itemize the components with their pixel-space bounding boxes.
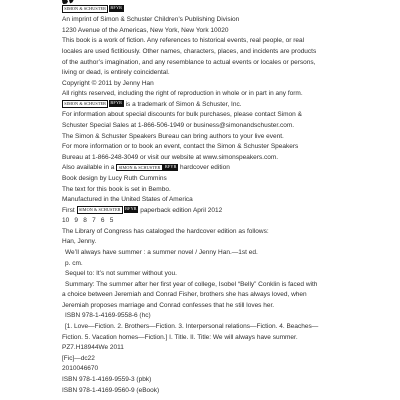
copyright-line: An imprint of Simon & Schuster Children’s Publishing Division (62, 16, 240, 24)
line-text-after-logo: paperback edition April 2012 (140, 206, 223, 214)
logo-publisher-text: SIMON & SCHUSTER (62, 5, 108, 12)
copyright-line: ISBN 978-1-4169-9559-3 (pbk) (62, 375, 152, 383)
copyright-line: Fiction. 5. Vacation homes—Fiction.] I. Title. II. Title: We will always have summer. (62, 333, 298, 341)
copyright-line: 1230 Avenue of the Americas, New York, New York 10020 (62, 26, 229, 34)
copyright-line: Bureau at 1-866-248-3049 or visit our website at www.simonspeakers.com. (62, 153, 279, 161)
line-text-before-logo: Also available in a (62, 164, 115, 172)
copyright-line: For information about special discounts for bulk purchases, please contact Simon & (62, 111, 302, 119)
copyright-line: p. cm. (65, 259, 83, 267)
copyright-line: Copyright © 2011 by Jenny Han (62, 79, 154, 87)
line-text-after-logo: hardcover edition (179, 164, 230, 172)
simon-schuster-bfyr-logo (116, 164, 178, 171)
copyright-line: All rights reserved, including the right of reproduction in whole or in part in any form. (62, 90, 303, 98)
copyright-line: ISBN 978-1-4169-9558-6 (hc) (65, 312, 151, 320)
copyright-line: a choice between Jeremiah and Conrad Fisher, brothers she has always loved, when (62, 291, 307, 299)
copyright-line: ISBN 978-1-4169-9560-9 (eBook) (62, 386, 160, 394)
copyright-line-with-logo (62, 5, 396, 16)
copyright-line: The text for this book is set in Bembo. (62, 185, 171, 193)
simon-schuster-bfyr-logo (62, 5, 124, 12)
copyright-line: For more information or to book an event, contact the Simon & Schuster Speakers (62, 143, 299, 151)
logo-publisher-text: SIMON & SCHUSTER (116, 164, 162, 171)
copyright-line: [Fic]—dc22 (62, 354, 95, 362)
copyright-line: The Simon & Schuster Speakers Bureau can bring authors to your live event. (62, 132, 284, 140)
copyright-line: The Library of Congress has cataloged the hardcover edition as follows: (62, 227, 269, 235)
copyright-line: 10 9 8 7 6 5 (62, 217, 114, 225)
copyright-line-with-logo (62, 100, 396, 111)
copyright-line: Book design by Lucy Ruth Cummins (62, 174, 167, 182)
copyright-line: This book is a work of fiction. Any references to historical events, real people, or real (62, 37, 305, 45)
copyright-line: Sequel to: It’s not summer without you. (65, 270, 177, 278)
logo-imprint-text: BFYR (110, 5, 123, 11)
copyright-line: Jeremiah proposes marriage and Conrad confesses that he still loves her. (62, 301, 275, 309)
copyright-line: Manufactured in the United States of America (62, 196, 193, 204)
copyright-line: Schuster Special Sales at 1-866-506-1949 or business@simonandschuster.com. (62, 122, 295, 130)
copyright-line: Summary: The summer after her first year of college, Isobel “Belly” Conklin is faced with (65, 280, 318, 288)
line-text-before-logo: First (62, 206, 75, 214)
logo-imprint-text: BFYR (125, 206, 137, 212)
simon-schuster-bfyr-logo (77, 206, 139, 213)
line-text-after-logo: is a trademark of Simon & Schuster, Inc. (125, 100, 242, 108)
logo-publisher-text: SIMON & SCHUSTER (62, 100, 108, 107)
copyright-line: locales are used fictitiously. Other names, characters, places, and incidents are products (62, 48, 317, 55)
logo-publisher-text: SIMON & SCHUSTER (77, 206, 123, 213)
simon-schuster-bfyr-logo (62, 100, 124, 107)
copyright-line-with-logo (62, 163, 396, 174)
logo-imprint-text: BFYR (110, 100, 123, 106)
copyright-line: of the author’s imagination, and any resemblance to actual events or locales or persons, (62, 58, 316, 66)
copyright-line: 2010046670 (62, 365, 99, 373)
copyright-line: living or dead, is entirely coincidental. (62, 69, 170, 77)
copyright-line: PZ7.H18944We 2011 (62, 344, 124, 352)
copyright-line-with-logo (62, 206, 396, 217)
copyright-line: [1. Love—Fiction. 2. Brothers—Fiction. 3. Interpersonal relations—Fiction. 4. Beaches— (65, 323, 319, 331)
copyright-line: We’ll always have summer : a summer novel / Jenny Han.—1st ed. (65, 248, 258, 256)
logo-imprint-text: BFYR (164, 163, 177, 169)
copyright-text (62, 5, 396, 396)
copyright-line: Han, Jenny. (62, 238, 97, 246)
